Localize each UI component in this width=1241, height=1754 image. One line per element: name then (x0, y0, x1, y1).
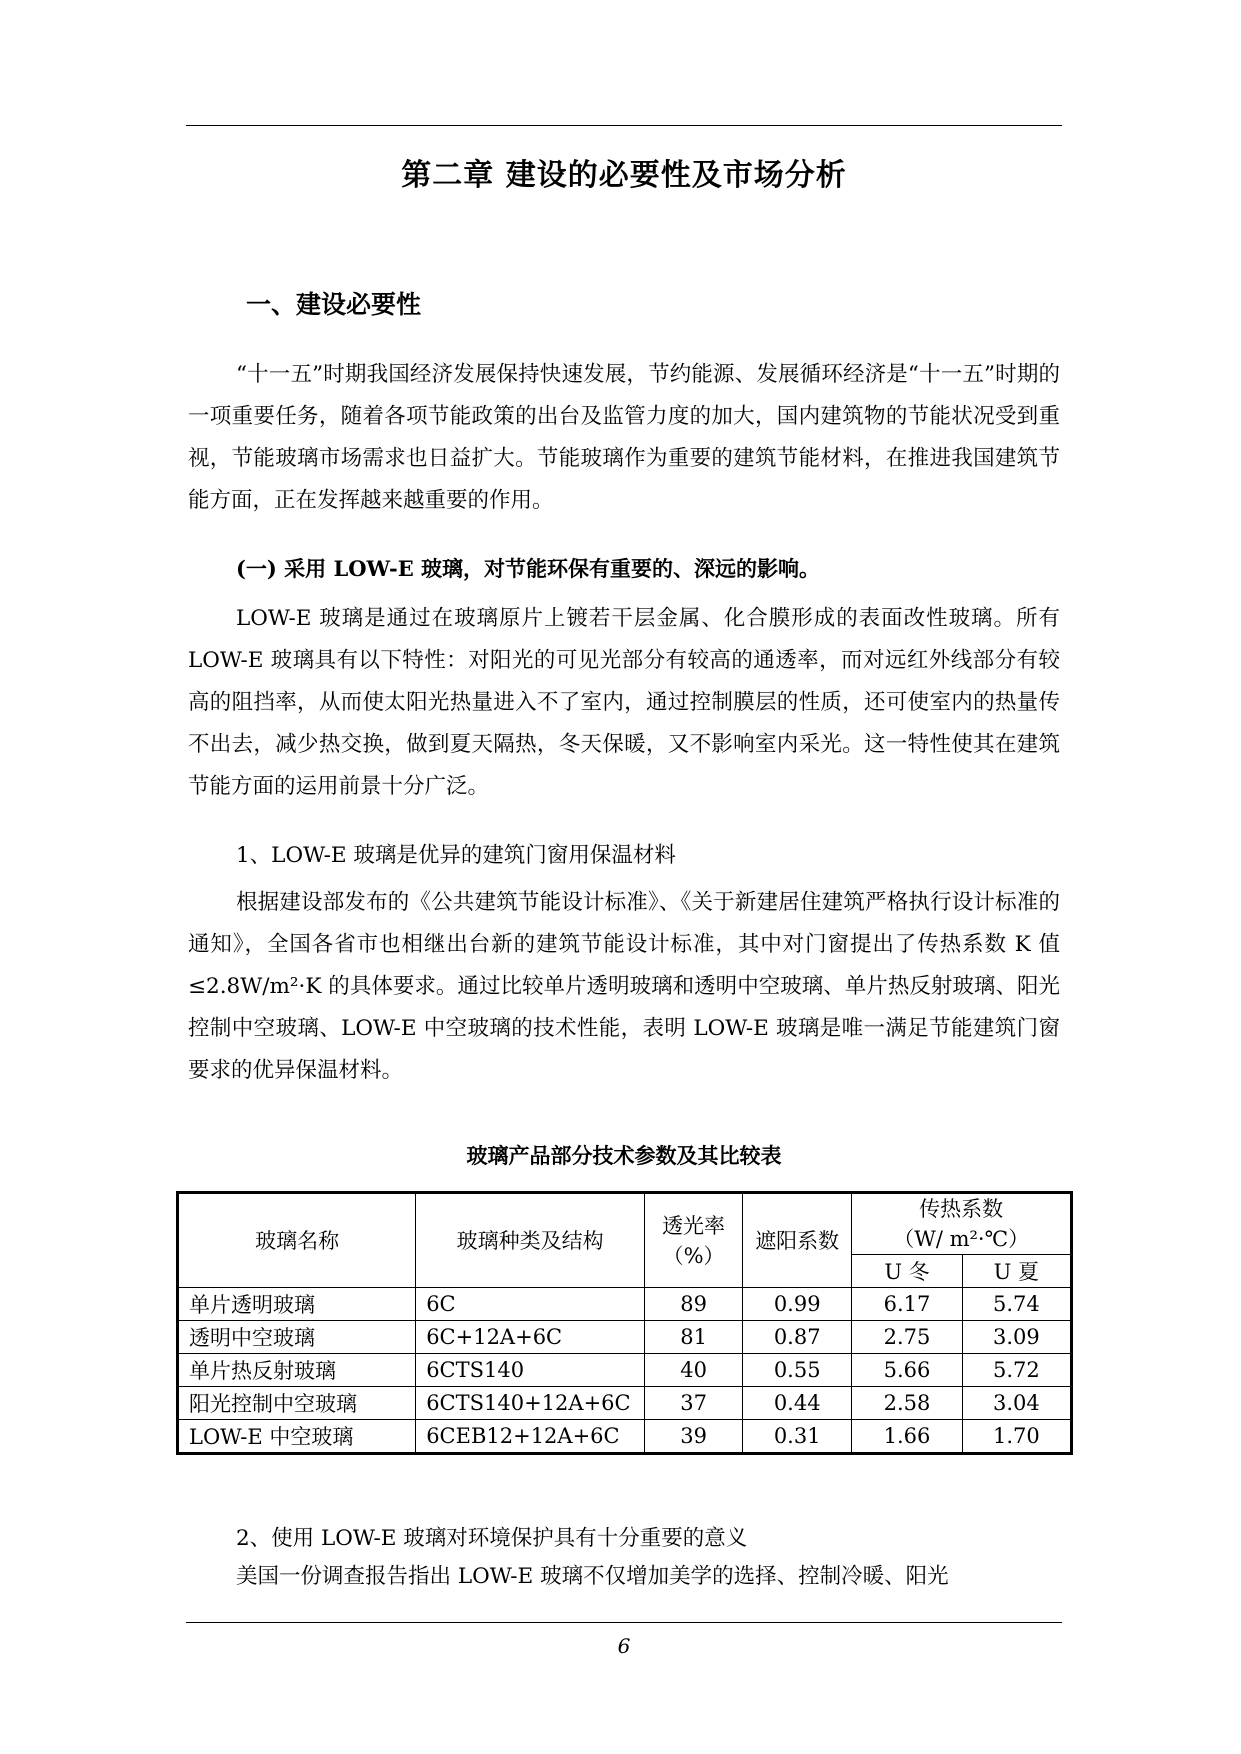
table-header-row (178, 1193, 1072, 1255)
cell-u-summer: 3.09 (962, 1321, 1071, 1354)
table-row (178, 1288, 1072, 1321)
cell-u-winter: 2.75 (852, 1321, 962, 1354)
cell-structure: 6CEB12+12A+6C (416, 1420, 645, 1454)
cell-name: 透明中空玻璃 (178, 1321, 416, 1354)
cell-name: LOW-E 中空玻璃 (178, 1420, 416, 1454)
cell-shading: 0.87 (743, 1321, 852, 1354)
cell-name: 阳光控制中空玻璃 (178, 1387, 416, 1420)
table-title: 玻璃产品部分技术参数及其比较表 (466, 1144, 782, 1168)
header-shading: 遮阳系数 (743, 1193, 852, 1288)
header-transmittance (645, 1193, 743, 1288)
header-heat-transfer (852, 1193, 1072, 1255)
cell-name: 单片热反射玻璃 (178, 1354, 416, 1387)
cell-transmittance: 40 (645, 1354, 743, 1387)
header-rule (186, 125, 1062, 126)
table-row (178, 1321, 1072, 1354)
cell-u-winter: 6.17 (852, 1288, 962, 1321)
cell-structure: 6C+12A+6C (416, 1321, 645, 1354)
table-row (178, 1420, 1072, 1454)
cell-shading: 0.44 (743, 1387, 852, 1420)
cell-shading: 0.31 (743, 1420, 852, 1454)
table-row (178, 1387, 1072, 1420)
cell-name: 单片透明玻璃 (178, 1288, 416, 1321)
header-u-summer: U 夏 (962, 1255, 1071, 1288)
cell-transmittance: 89 (645, 1288, 743, 1321)
cell-u-summer: 5.74 (962, 1288, 1071, 1321)
cell-u-winter: 5.66 (852, 1354, 962, 1387)
glass-comparison-table (176, 1191, 1073, 1455)
header-structure: 玻璃种类及结构 (416, 1193, 645, 1288)
cell-transmittance: 81 (645, 1321, 743, 1354)
cell-u-winter: 1.66 (852, 1420, 962, 1454)
header-heat-transfer-label: 传热系数 (919, 1197, 1004, 1221)
cell-u-summer: 3.04 (962, 1387, 1071, 1420)
cell-u-summer: 5.72 (962, 1354, 1071, 1387)
cell-shading: 0.55 (743, 1354, 852, 1387)
header-heat-transfer-unit: （W/ m²·℃） (893, 1227, 1030, 1251)
footer-rule (186, 1622, 1062, 1623)
item1-paragraph: 根据建设部发布的《公共建筑节能设计标准》、《关于新建居住建筑严格执行设计标准的通知》，全国各省市也相继出台新的建筑节能设计标准，其中对门窗提出了传热系数 K 值≤2.8W/m²·K 的具体要求。通过比较单片透明玻璃和透明中空玻璃、单片热反射玻璃、阳光控制中空玻璃、LOW-E 中空玻璃的技术性能，表明 LOW-E 玻璃是唯一满足节能建筑门窗要求的优异保温材料。 (188, 890, 1060, 1083)
cell-transmittance: 39 (645, 1420, 743, 1454)
header-name: 玻璃名称 (178, 1193, 416, 1288)
cell-structure: 6CTS140+12A+6C (416, 1387, 645, 1420)
section-heading: 一、建设必要性 (246, 290, 422, 319)
page-number: 6 (617, 1634, 631, 1658)
intro-paragraph: “十一五”时期我国经济发展保持快速发展，节约能源、发展循环经济是“十一五”时期的一项重要任务，随着各项节能政策的出台及监管力度的加大，国内建筑物的节能状况受到重视，节能玻璃市场需求也日益扩大。节能玻璃作为重要的建筑节能材料，在推进我国建筑节能方面，正在发挥越来越重要的作用。 (188, 362, 1060, 513)
item2-heading: 2、使用 LOW-E 玻璃对环境保护具有十分重要的意义 (236, 1526, 748, 1551)
cell-structure: 6CTS140 (416, 1354, 645, 1387)
cell-structure: 6C (416, 1288, 645, 1321)
item2-paragraph: 美国一份调查报告指出 LOW-E 玻璃不仅增加美学的选择、控制冷暖、阳光 (236, 1564, 949, 1589)
item1-heading: 1、LOW-E 玻璃是优异的建筑门窗用保温材料 (236, 843, 676, 868)
cell-u-summer: 1.70 (962, 1420, 1071, 1454)
header-transmittance-unit: （%） (662, 1243, 725, 1268)
cell-shading: 0.99 (743, 1288, 852, 1321)
cell-u-winter: 2.58 (852, 1387, 962, 1420)
header-u-winter: U 冬 (852, 1255, 962, 1288)
chapter-title: 第二章 建设的必要性及市场分析 (401, 158, 847, 193)
cell-transmittance: 37 (645, 1387, 743, 1420)
subsection-heading: (一) 采用 LOW-E 玻璃，对节能环保有重要的、深远的影响。 (236, 556, 821, 581)
low-e-paragraph: LOW-E 玻璃是通过在玻璃原片上镀若干层金属、化合膜形成的表面改性玻璃。所有 LOW-E 玻璃具有以下特性：对阳光的可见光部分有较高的通透率，而对远红外线部分有较高的阻挡率，从而使太阳光热量进入不了室内，通过控制膜层的性质，还可使室内的热量传不出去，减少热交换，做到夏天隔热，冬天保暖，又不影响室内采光。这一特性使其在建筑节能方面的运用前景十分广泛。 (188, 606, 1060, 799)
header-transmittance-label: 透光率 (662, 1213, 726, 1238)
table-row (178, 1354, 1072, 1387)
